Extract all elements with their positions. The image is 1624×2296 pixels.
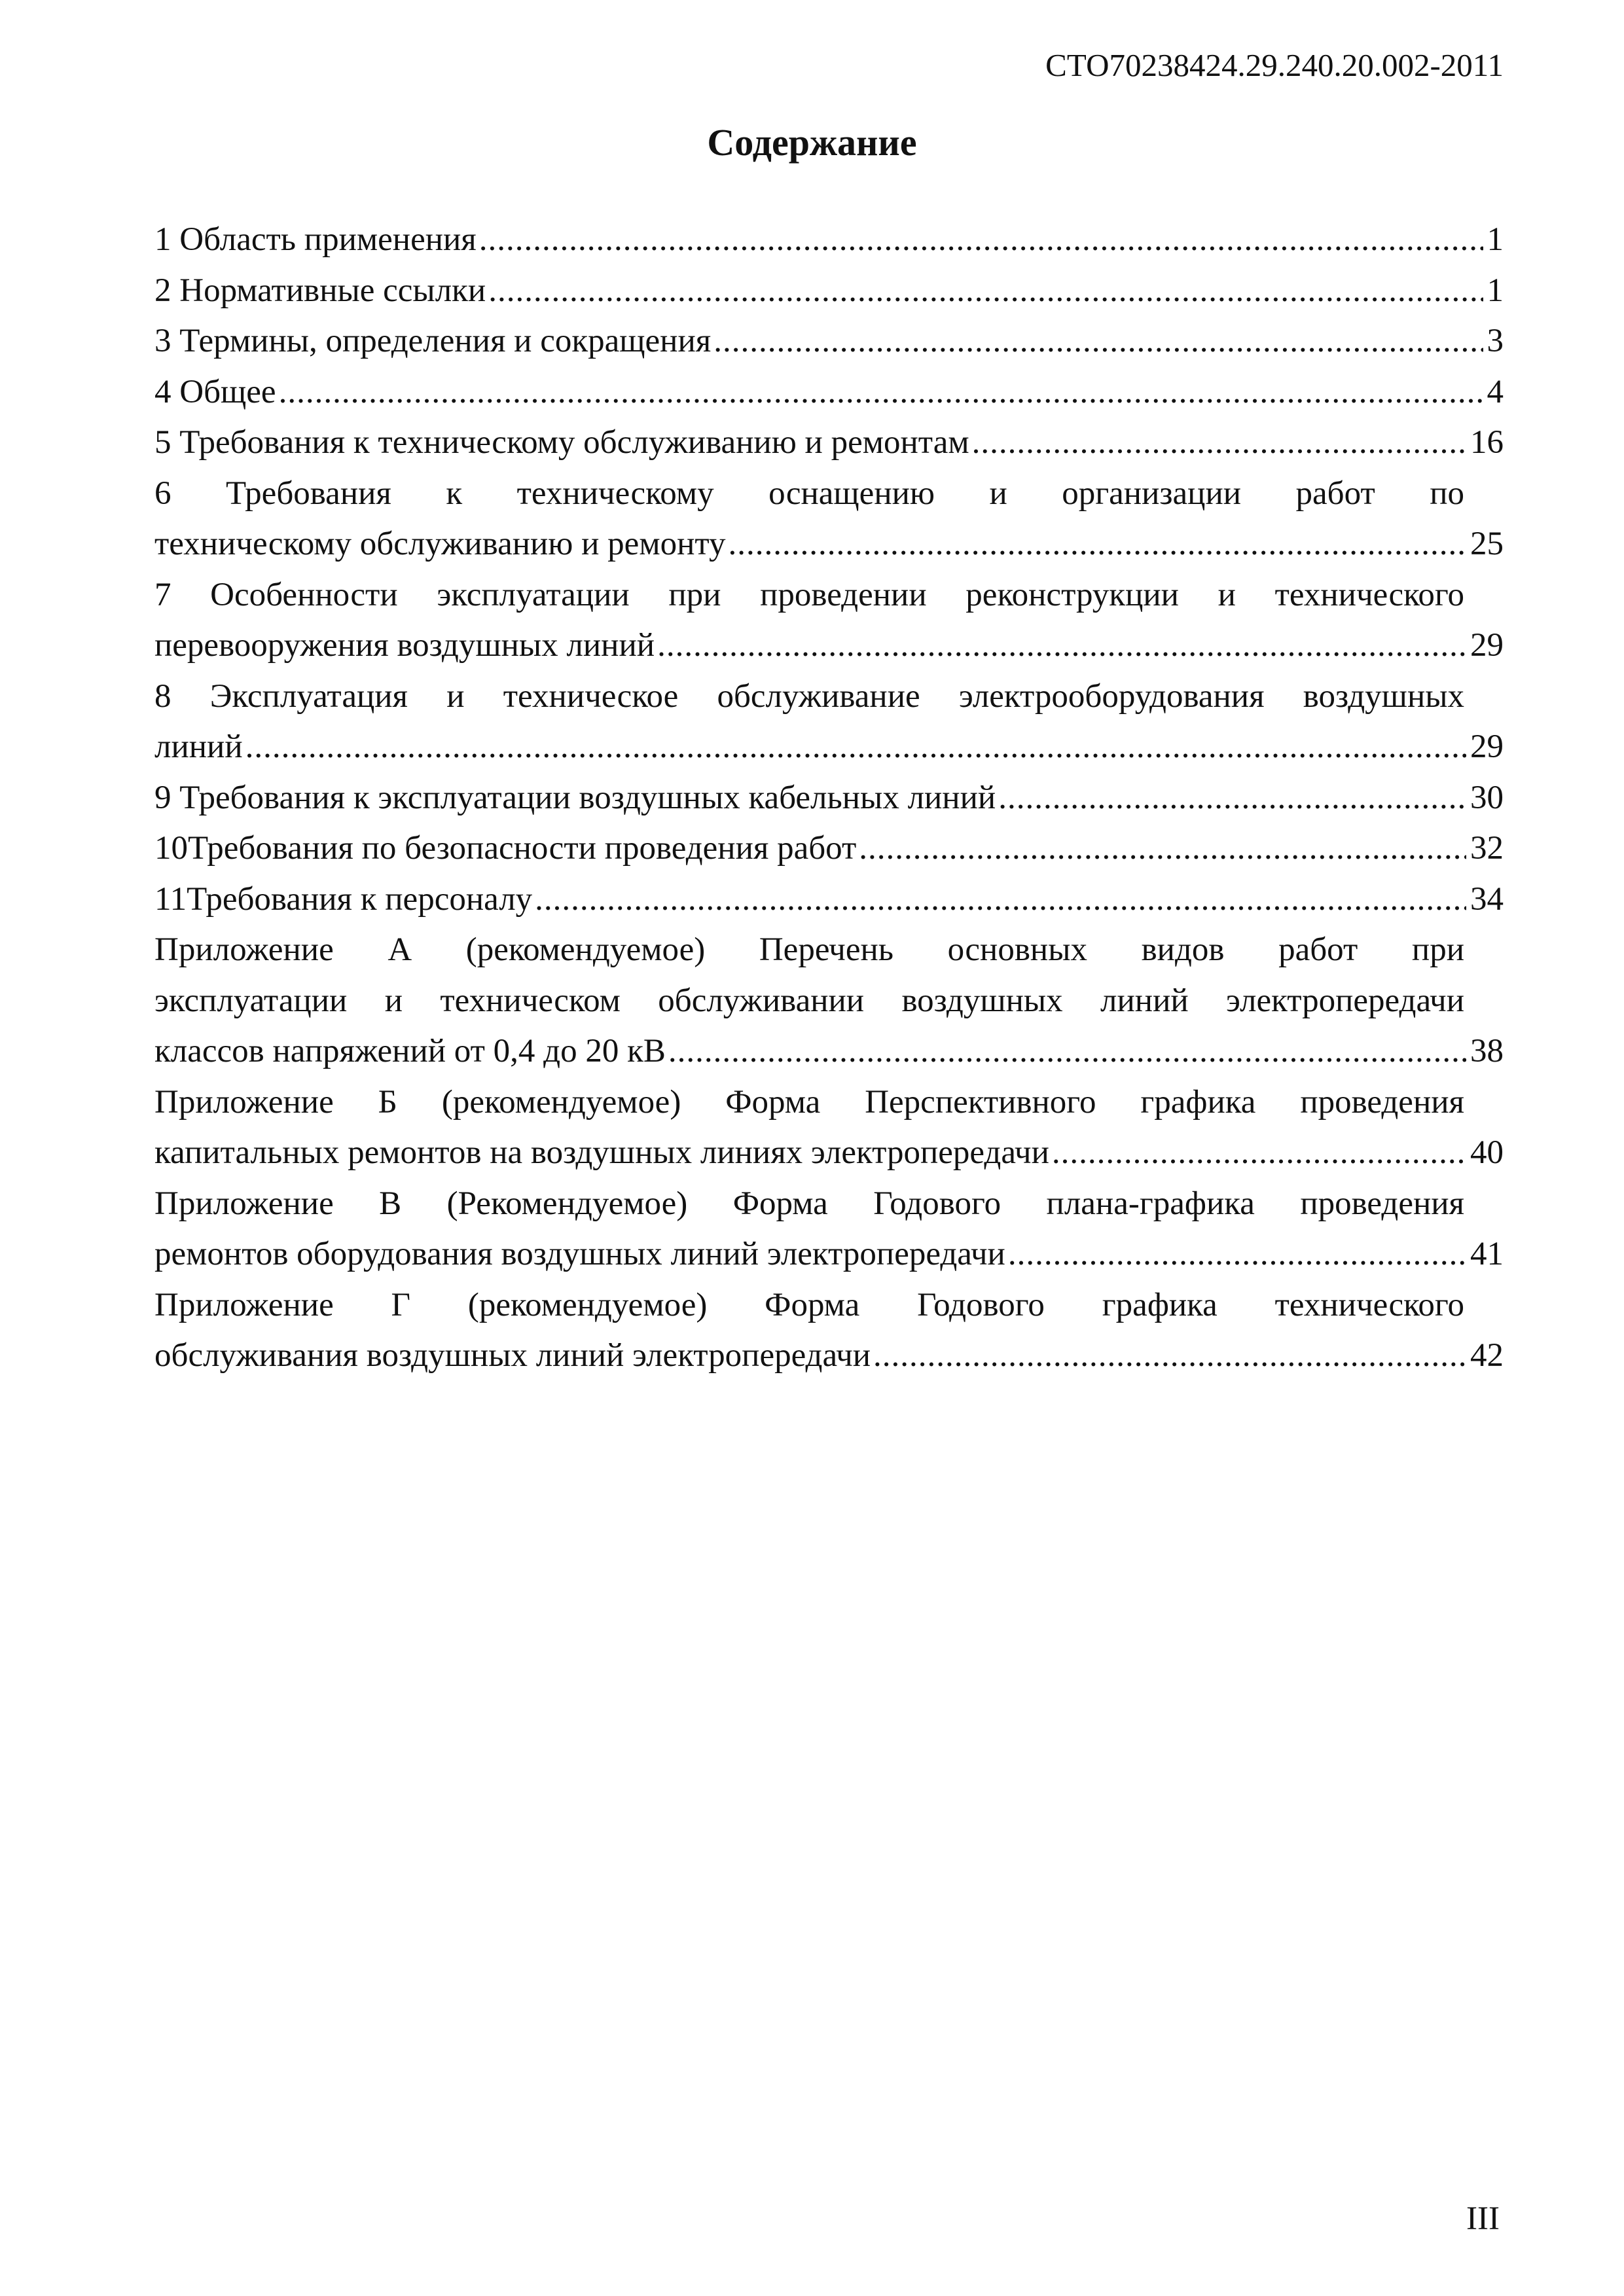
dot-leader	[668, 1026, 1466, 1077]
toc-entry-last-line	[154, 1229, 1504, 1280]
toc-page-number: 4	[1487, 373, 1504, 410]
toc-entry-title: 9 Требования к эксплуатации воздушных кабельных линий	[154, 779, 996, 816]
toc-page-number: 1	[1487, 272, 1504, 309]
toc-entry-text-line: Приложение В (Рекомендуемое) Форма Годового плана-графика проведения	[154, 1185, 1464, 1222]
toc-entry-last-line	[154, 823, 1504, 874]
toc-entry[interactable]	[154, 874, 1504, 925]
toc-entry[interactable]	[154, 367, 1504, 418]
toc-entry-text-line: 7 Особенности эксплуатации при проведении реконструкции и технического	[154, 576, 1464, 613]
toc-entry-text-line: 6 Требования к техническому оснащению и организации работ по	[154, 475, 1464, 512]
toc-entry-text-line: Приложение Г (рекомендуемое) Форма Годового графика технического	[154, 1286, 1464, 1323]
toc-entry[interactable]	[154, 570, 1504, 672]
toc-entry-last-line	[154, 1026, 1504, 1077]
toc-page-number: 41	[1470, 1236, 1504, 1272]
toc-entry-title: классов напряжений от 0,4 до 20 кВ	[154, 1033, 666, 1069]
toc-entry-title: техническому обслуживанию и ремонту	[154, 526, 726, 562]
toc-entry[interactable]	[154, 469, 1504, 570]
toc-page-number: 3	[1487, 323, 1504, 359]
toc-entry-last-line	[154, 1128, 1504, 1179]
toc-entry[interactable]	[154, 672, 1504, 773]
toc-page-number: 29	[1470, 627, 1504, 664]
toc-page-number: 38	[1470, 1033, 1504, 1069]
toc-page-number: 32	[1470, 830, 1504, 867]
toc-entry-last-line	[154, 620, 1504, 672]
toc-entry-last-line	[154, 215, 1504, 266]
toc-page-number: 30	[1470, 779, 1504, 816]
toc-entry[interactable]	[154, 925, 1504, 1077]
dot-leader	[873, 1331, 1466, 1382]
toc-entry[interactable]	[154, 316, 1504, 367]
table-of-contents	[154, 215, 1504, 1382]
toc-page-number: 25	[1470, 526, 1504, 562]
dot-leader	[535, 874, 1466, 925]
toc-entry-text-line: 8 Эксплуатация и техническое обслуживание электрооборудования воздушных	[154, 677, 1464, 715]
dot-leader	[859, 823, 1466, 874]
document-code: СТО70238424.29.240.20.002-2011	[1045, 47, 1504, 83]
toc-entry-text-line: эксплуатации и техническом обслуживании воздушных линий электропередачи	[154, 982, 1464, 1019]
toc-entry-title: капитальных ремонтов на воздушных линиях электропередачи	[154, 1134, 1049, 1171]
dot-leader	[488, 266, 1483, 317]
dot-leader	[729, 519, 1466, 570]
dot-leader	[279, 367, 1483, 418]
toc-page-number: 16	[1470, 424, 1504, 461]
dot-leader	[479, 215, 1483, 266]
toc-entry-last-line	[154, 367, 1504, 418]
toc-page-number: 42	[1470, 1337, 1504, 1374]
toc-entry[interactable]	[154, 773, 1504, 824]
toc-entry-title: обслуживания воздушных линий электропередачи	[154, 1337, 871, 1374]
toc-entry-last-line	[154, 773, 1504, 824]
toc-entry-last-line	[154, 1331, 1504, 1382]
toc-entry-last-line	[154, 316, 1504, 367]
toc-entry-title: перевооружения воздушных линий	[154, 627, 655, 664]
toc-entry[interactable]	[154, 1280, 1504, 1382]
toc-entry-title: 3 Термины, определения и сокращения	[154, 323, 712, 359]
toc-page-number: 34	[1470, 880, 1504, 918]
toc-entry-last-line	[154, 874, 1504, 925]
toc-entry-title: ремонтов оборудования воздушных линий электропередачи	[154, 1236, 1005, 1272]
toc-entry-last-line	[154, 519, 1504, 570]
dot-leader	[1052, 1128, 1466, 1179]
toc-entry[interactable]	[154, 823, 1504, 874]
toc-entry-last-line	[154, 722, 1504, 773]
toc-page-number: 1	[1487, 221, 1504, 258]
toc-entry-last-line	[154, 418, 1504, 469]
toc-page-number: 29	[1470, 728, 1504, 765]
toc-entry-title: 5 Требования к техническому обслуживанию и ремонтам	[154, 424, 969, 461]
toc-entry-title: линий	[154, 728, 243, 765]
toc-entry-title: 10Требования по безопасности проведения работ	[154, 830, 857, 867]
dot-leader	[657, 620, 1466, 672]
dot-leader	[972, 418, 1466, 469]
page-number: III	[1466, 2200, 1500, 2237]
toc-entry[interactable]	[154, 1179, 1504, 1280]
toc-entry-title: 1 Область применения	[154, 221, 477, 258]
toc-page-number: 40	[1470, 1134, 1504, 1171]
toc-entry-last-line	[154, 266, 1504, 317]
toc-entry-text-line: Приложение Б (рекомендуемое) Форма Перспективного графика проведения	[154, 1083, 1464, 1121]
toc-entry-title: 11Требования к персоналу	[154, 880, 533, 918]
toc-entry-title: 4 Общее	[154, 373, 276, 410]
dot-leader	[998, 773, 1466, 824]
dot-leader	[1008, 1229, 1466, 1280]
page-title: Содержание	[707, 121, 917, 164]
toc-entry[interactable]	[154, 215, 1504, 266]
toc-entry[interactable]	[154, 266, 1504, 317]
toc-entry[interactable]	[154, 418, 1504, 469]
dot-leader	[245, 722, 1466, 773]
dot-leader	[713, 316, 1483, 367]
toc-entry-title: 2 Нормативные ссылки	[154, 272, 486, 309]
toc-entry[interactable]	[154, 1077, 1504, 1179]
toc-entry-text-line: Приложение А (рекомендуемое) Перечень основных видов работ при	[154, 931, 1464, 968]
